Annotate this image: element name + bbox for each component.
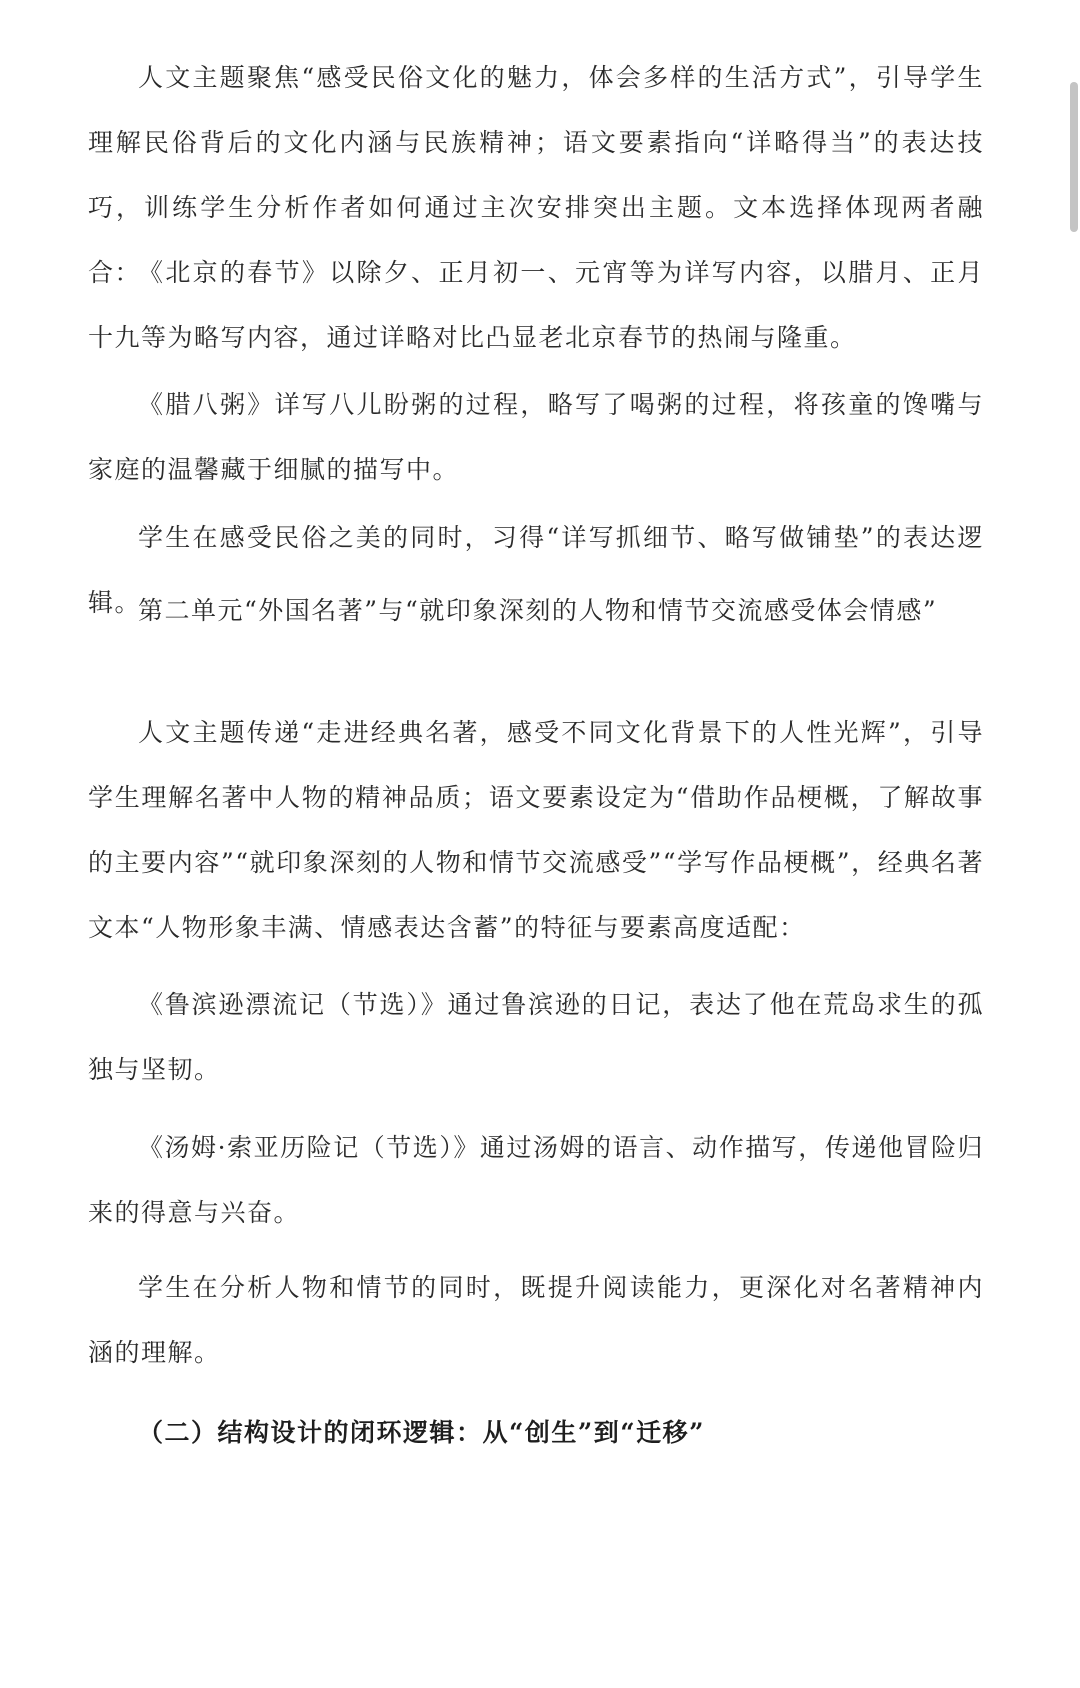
scrollbar-thumb[interactable] <box>1070 82 1078 232</box>
paragraph-classics-summary: 学生在分析人物和情节的同时，既提升阅读能力，更深化对名著精神内涵的理解。 <box>88 1273 984 1367</box>
paragraph-folk-summary: 学生在感受民俗之美的同时，习得“详写抓细节、略写做铺垫”的表达逻辑。 <box>88 523 984 617</box>
section-heading: （二）结构设计的闭环逻辑：从“创生”到“迁移” <box>138 1418 706 1447</box>
paragraph-tom-sawyer: 《汤姆·索亚历险记（节选）》通过汤姆的语言、动作描写，传递他冒险归来的得意与兴奋。 <box>88 1133 984 1227</box>
paragraph-theme-folk-culture: 人文主题聚焦“感受民俗文化的魅力，体会多样的生活方式”，引导学生理解民俗背后的文化内涵与民族精神；语文要素指向“详略得当”的表达技巧，训练学生分析作者如何通过主次安排突出主题。文本选择体现两者融合： <box>88 63 984 287</box>
paragraph-theme-classics: 人文主题传递“走进经典名著，感受不同文化背景下的人性光辉”，引导学生理解名著中人物的精神品质；语文要素设定为“借助作品梗概，了解故事的主要内容”“就印象深刻的人物和情节交流感受”“学写作品梗概”，经典名著文本“人物形象丰满、情感表达含蓄”的特征与要素高度适配： <box>88 718 984 942</box>
paragraph-laba-porridge: 《腊八粥》详写八儿盼粥的过程，略写了喝粥的过程，将孩童的馋嘴与家庭的温馨藏于细腻的描写中。 <box>88 390 984 484</box>
paragraph-beijing-spring-festival: 《北京的春节》以除夕、正月初一、元宵等为详写内容，以腊月、正月十九等为略写内容，通过详略对比凸显老北京春节的热闹与隆重。 <box>88 258 984 352</box>
vertical-scrollbar[interactable] <box>1066 0 1080 1688</box>
paragraph-robinson-crusoe: 《鲁滨逊漂流记（节选）》通过鲁滨逊的日记，表达了他在荒岛求生的孤独与坚韧。 <box>88 990 984 1084</box>
paragraph-unit-two-title: 第二单元“外国名著”与“就印象深刻的人物和情节交流感受体会情感” <box>138 596 938 625</box>
